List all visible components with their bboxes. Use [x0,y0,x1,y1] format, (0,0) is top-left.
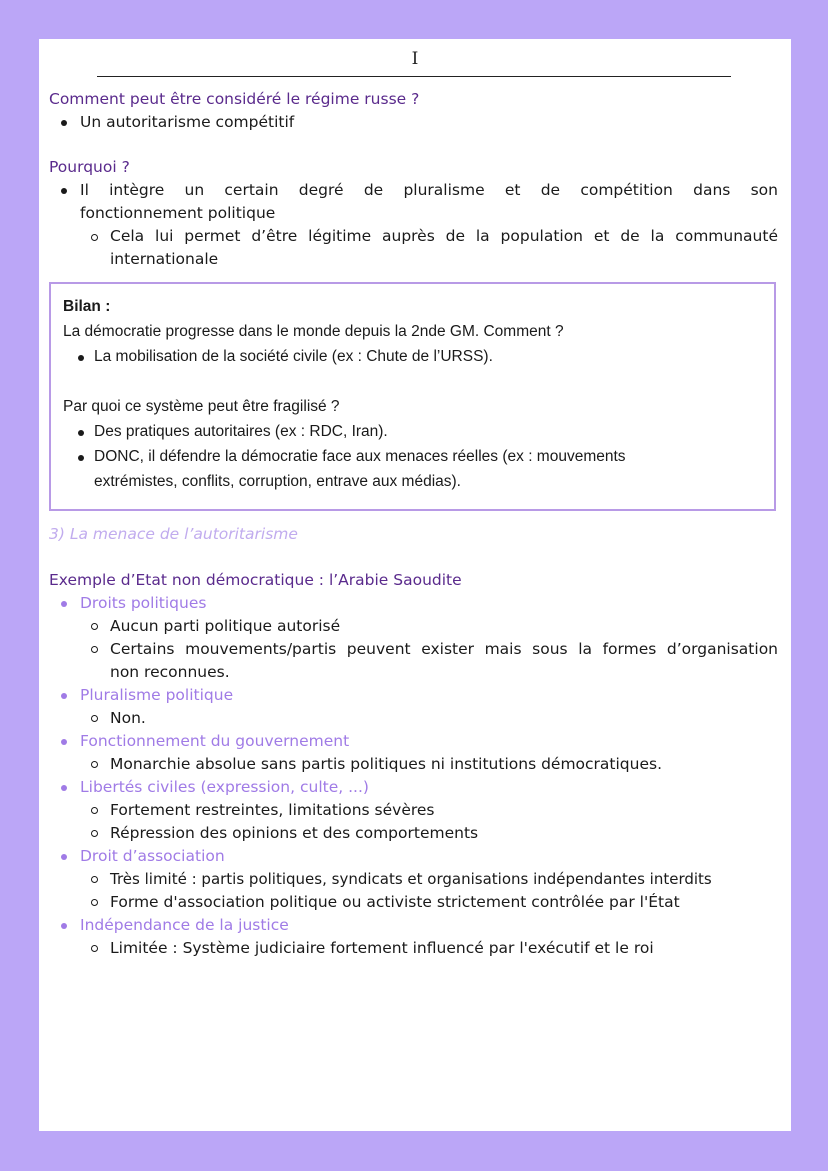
header-mark: I [411,49,419,69]
bullet-dot [61,693,67,699]
category-item: Monarchie absolue sans partis politiques ni institutions démocratiques. [110,755,663,773]
category-item: Non. [110,709,146,727]
bullet-dot [78,455,84,461]
sub-answer-line2: internationale [110,250,219,268]
bullet-dot [78,355,84,361]
bilan-box [49,282,776,511]
bullet-dot [61,188,67,194]
bullet-dot [61,601,67,607]
bullet-dot [61,923,67,929]
question-pourquoi: Pourquoi ? [49,158,130,176]
answer-pluralisme-line1: Il intègre un certain degré de pluralisme et de compétition dans son [80,181,778,199]
sub-bullet-circle [91,807,98,814]
category-item: Fortement restreintes, limitations sévères [110,801,435,819]
section-title: 3) La menace de l’autoritarisme [49,525,298,543]
bilan-title: Bilan : [63,298,111,315]
bullet-dot [78,430,84,436]
sub-bullet-circle [91,623,98,630]
category-item: Aucun parti politique autorisé [110,617,341,635]
bilan-item2: Des pratiques autoritaires (ex : RDC, Iran). [94,423,388,440]
category-label: Pluralisme politique [80,686,234,704]
sub-bullet-circle [91,876,98,883]
category-item: Très limité : partis politiques, syndicats et organisations indépendantes interdits [110,870,712,888]
category-label: Droits politiques [80,594,207,612]
sub-bullet-circle [91,945,98,952]
bilan-item1: La mobilisation de la société civile (ex : Chute de l’URSS). [94,348,493,365]
header-rule [97,76,731,77]
bullet-dot [61,785,67,791]
bullet-dot [61,854,67,860]
answer-pluralisme-line2: fonctionnement politique [80,204,276,222]
answer-autoritarisme: Un autoritarisme compétitif [80,113,295,131]
category-label: Droit d’association [80,847,225,865]
category-item: Répression des opinions et des comportements [110,824,479,842]
bullet-dot [61,120,67,126]
bilan-item3-line2: extrémistes, conflits, corruption, entrave aux médias). [94,473,461,490]
question-regime-russe: Comment peut être considéré le régime russe ? [49,90,420,108]
sub-bullet-circle [91,715,98,722]
sub-bullet-circle [91,830,98,837]
sub-answer-line1: Cela lui permet d’être légitime auprès de la population et de la communauté [110,227,778,245]
document-page [39,39,791,1131]
category-item: Limitée : Système judiciaire fortement influencé par l'exécutif et le roi [110,939,654,957]
category-item: Forme d'association politique ou activiste strictement contrôlée par l'État [110,893,680,911]
bilan-item3-line1: DONC, il défendre la démocratie face aux menaces réelles (ex : mouvements [94,448,626,465]
bullet-dot [61,739,67,745]
sub-bullet-circle [91,234,98,241]
category-label: Fonctionnement du gouvernement [80,732,350,750]
bilan-line1: La démocratie progresse dans le monde depuis la 2nde GM. Comment ? [63,323,564,340]
sub-bullet-circle [91,899,98,906]
sub-bullet-circle [91,646,98,653]
example-title: Exemple d’Etat non démocratique : l’Arabie Saoudite [49,571,462,589]
category-label: Indépendance de la justice [80,916,289,934]
bilan-line2: Par quoi ce système peut être fragilisé ? [63,398,340,415]
sub-bullet-circle [91,761,98,768]
category-item: non reconnues. [110,663,230,681]
category-label: Libertés civiles (expression, culte, ...) [80,778,369,796]
category-item: Certains mouvements/partis peuvent exister mais sous la formes d’organisation [110,640,778,658]
